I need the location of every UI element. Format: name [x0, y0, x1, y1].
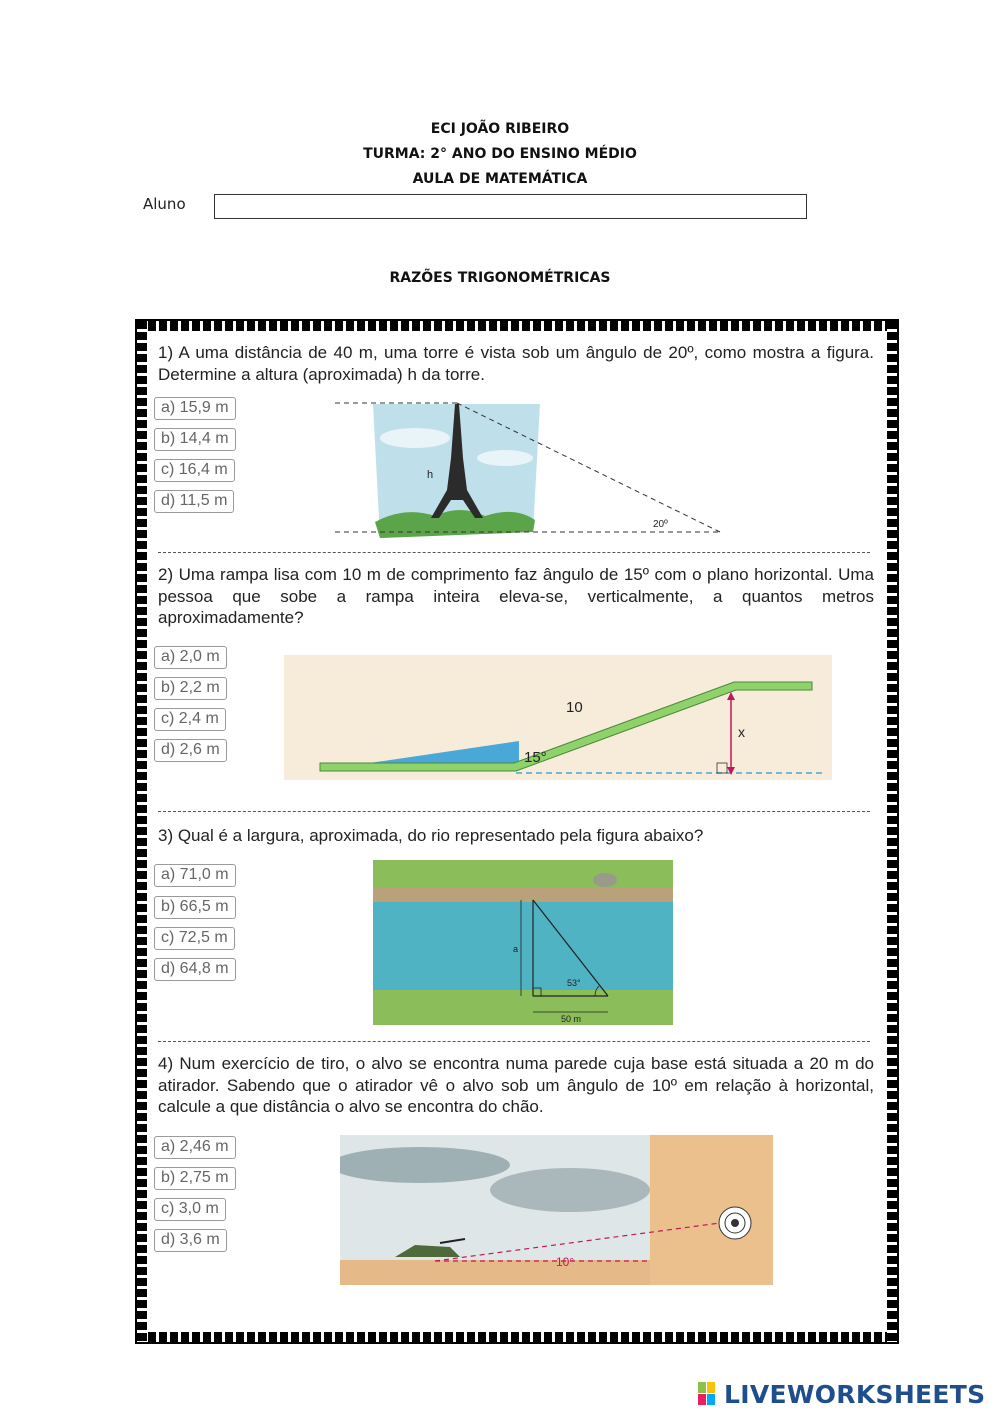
cloud	[490, 1168, 650, 1212]
frame-border-right	[887, 321, 897, 1342]
q1-option-b[interactable]: b) 14,4 m	[154, 428, 236, 451]
question-1-text: 1) A uma distância de 40 m, uma torre é vista sob um ângulo de 20º, como mostra a figura. Determine a altura (aproximada) h da torre.	[158, 343, 874, 384]
river-water	[373, 902, 673, 997]
q4-option-c[interactable]: c) 3,0 m	[154, 1198, 226, 1221]
separator	[158, 552, 870, 553]
q4-option-b[interactable]: b) 2,75 m	[154, 1167, 236, 1190]
q3-option-d[interactable]: d) 64,8 m	[154, 958, 236, 981]
q4-option-d[interactable]: d) 3,6 m	[154, 1229, 227, 1252]
height-label: h	[427, 469, 434, 481]
worksheet-title: RAZÕES TRIGONOMÉTRICAS	[389, 270, 611, 286]
question-3-text: 3) Qual é a largura, aproximada, do rio representado pela figura abaixo?	[158, 826, 704, 845]
frame-border-top	[137, 321, 897, 331]
angle-label: 20º	[653, 519, 668, 530]
student-name-field[interactable]	[214, 194, 807, 219]
angle-label: 10°	[556, 1255, 575, 1269]
school-name: ECI JOÃO RIBEIRO	[430, 121, 570, 137]
unknown-height-label: x	[738, 724, 745, 740]
eiffel-tower-figure	[335, 398, 725, 540]
q4-option-a[interactable]: a) 2,46 m	[154, 1136, 236, 1159]
q2-option-c[interactable]: c) 2,4 m	[154, 708, 226, 731]
question-4-text: 4) Num exercício de tiro, o alvo se encontra numa parede cuja base está situada a 20 m do atirador. Sabendo que o atirador vê o alvo sob um ângulo de 10º em relação à horizontal, calcule a que distância o alvo se encontra do chão.	[158, 1054, 874, 1116]
width-label: a	[513, 944, 519, 954]
angle-label: 53°	[567, 978, 581, 988]
q1-option-d[interactable]: d) 11,5 m	[154, 490, 234, 513]
base-label: 50 m	[561, 1014, 582, 1024]
q1-option-c[interactable]: c) 16,4 m	[154, 459, 235, 482]
separator	[158, 811, 870, 812]
frame-border-left	[137, 321, 147, 1342]
q2-option-b[interactable]: b) 2,2 m	[154, 677, 227, 700]
ramp-length-label: 10	[566, 699, 583, 716]
brand-logo	[698, 1379, 985, 1409]
separator	[158, 1041, 870, 1042]
brand-icon	[698, 1382, 724, 1406]
subject-title: AULA DE MATEMÁTICA	[412, 171, 588, 187]
question-2-text: 2) Uma rampa lisa com 10 m de comprimento faz ângulo de 15º com o plano horizontal. Uma pessoa que sobe a rampa inteira eleva-se, verticalmente, a quantos metros aproximadamente?	[158, 565, 874, 627]
q3-option-b[interactable]: b) 66,5 m	[154, 896, 236, 919]
q2-option-d[interactable]: d) 2,6 m	[154, 739, 227, 762]
rock	[593, 873, 617, 887]
river-figure	[373, 860, 673, 1025]
far-riverbank-edge	[373, 888, 673, 902]
q3-option-a[interactable]: a) 71,0 m	[154, 864, 236, 887]
wall	[650, 1135, 773, 1285]
q2-option-a[interactable]: a) 2,0 m	[154, 646, 227, 669]
ramp-figure	[284, 655, 832, 780]
cloud	[380, 428, 450, 448]
q3-option-c[interactable]: c) 72,5 m	[154, 927, 235, 950]
q1-option-a[interactable]: a) 15,9 m	[154, 397, 236, 420]
target-center	[731, 1219, 739, 1227]
brand-name: LIVEWORKSHEETS	[724, 1379, 986, 1409]
frame-border-bottom	[137, 1332, 897, 1342]
near-bank	[373, 990, 673, 1025]
trees	[375, 510, 535, 538]
student-label: Aluno	[143, 195, 186, 213]
paper-background	[284, 655, 832, 780]
shooting-figure	[340, 1135, 773, 1285]
cloud	[477, 450, 533, 466]
ramp-angle-label: 15°	[524, 749, 547, 766]
class-title: TURMA: 2° ANO DO ENSINO MÉDIO	[363, 146, 637, 162]
